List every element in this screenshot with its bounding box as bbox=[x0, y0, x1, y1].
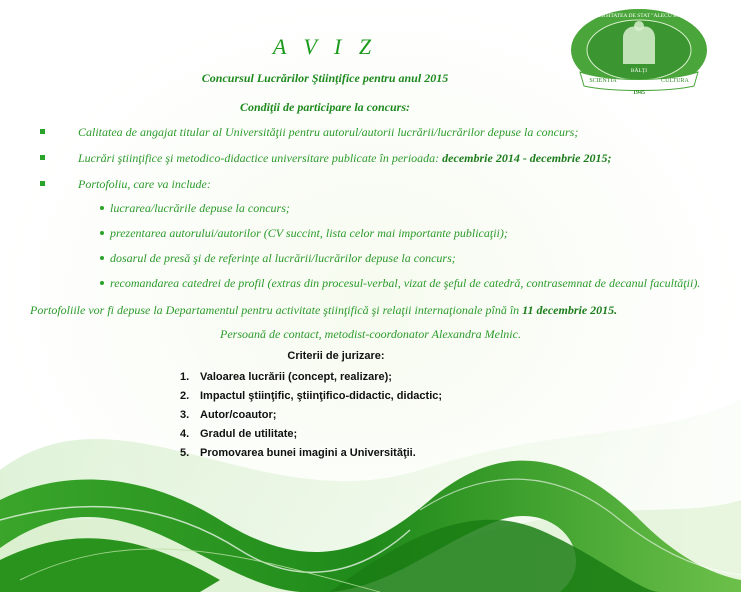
list-item bbox=[100, 225, 740, 250]
criteria-list bbox=[180, 370, 442, 465]
list-item: 1. Valoarea lucrării (concept, realizare); bbox=[180, 371, 392, 383]
dot-bullet-icon bbox=[100, 256, 104, 260]
list-item bbox=[40, 150, 730, 176]
list-item bbox=[100, 200, 740, 225]
logo-year: 1945 bbox=[633, 90, 645, 96]
condition-text: Lucrări ştiinţifice şi metodico-didactice universitare publicate în perioada: decembrie 2014 - decembrie 2015; bbox=[78, 151, 612, 165]
list-item bbox=[100, 250, 740, 275]
criteria-heading: Criterii de jurizare: bbox=[287, 350, 385, 362]
dot-bullet-icon bbox=[100, 231, 104, 235]
list-item: 3. Autor/coautor; bbox=[180, 409, 277, 421]
square-bullet-icon bbox=[40, 129, 45, 134]
portfolio-item-text: recomandarea catedrei de profil (extras din procesul-verbal, vizat de şeful de catedră, contrasemnat de decanul facultăţii). bbox=[110, 276, 701, 290]
dot-bullet-icon bbox=[100, 281, 104, 285]
portfolio-list bbox=[100, 200, 740, 300]
list-item bbox=[100, 275, 740, 300]
portfolio-item-text: dosarul de presă şi de referinţe al lucrării/lucrărilor depuse la concurs; bbox=[110, 251, 456, 265]
logo-ring-text: UNIVERSITATEA DE STAT "ALECU RUSSO" bbox=[584, 13, 694, 19]
deadline-date: 11 decembrie 2015. bbox=[522, 303, 618, 317]
page-title: A V I Z bbox=[272, 34, 378, 59]
conditions-heading: Condiţii de participare la concurs: bbox=[239, 100, 410, 114]
logo-ribbon-right: CULTURA bbox=[661, 78, 689, 84]
condition-text: Calitatea de angajat titular al Universităţii pentru autorul/autorii lucrării/lucrărilor depuse la concurs; bbox=[78, 125, 579, 139]
list-item: 2. Impactul ştiinţific, ştiinţifico-didactic, didactic; bbox=[180, 390, 443, 402]
square-bullet-icon bbox=[40, 181, 45, 186]
list-item bbox=[40, 124, 730, 150]
conditions-list bbox=[40, 124, 730, 202]
square-bullet-icon bbox=[40, 155, 45, 160]
dot-bullet-icon bbox=[100, 206, 104, 210]
university-logo bbox=[568, 6, 710, 98]
deadline-paragraph: Portofoliile vor fi depuse la Departamentul pentru activitate ştiinţifică şi relaţii internaţionale pînă în 11 decembrie 2015. bbox=[30, 303, 618, 317]
list-item bbox=[40, 176, 730, 202]
portfolio-item-text: lucrarea/lucrările depuse la concurs; bbox=[110, 201, 290, 215]
condition-text: Portofoliu, care va include: bbox=[78, 177, 211, 191]
portfolio-item-text: prezentarea autorului/autorilor (CV succint, lista celor mai importante publicaţii); bbox=[110, 226, 508, 240]
contact-person: Persoană de contact, metodist-coordonator Alexandra Melnic. bbox=[220, 327, 521, 341]
list-item: 4. Gradul de utilitate; bbox=[180, 428, 298, 440]
contest-subtitle: Concursul Lucrărilor Ştiinţifice pentru anul 2015 bbox=[201, 71, 449, 85]
period-dates: decembrie 2014 - decembrie 2015; bbox=[442, 151, 612, 165]
logo-ribbon-left: SCIENTIA bbox=[589, 78, 617, 84]
logo-ribbon-center: BĂLȚI bbox=[630, 68, 648, 74]
list-item: 5. Promovarea bunei imagini a Universităţii. bbox=[180, 447, 416, 459]
